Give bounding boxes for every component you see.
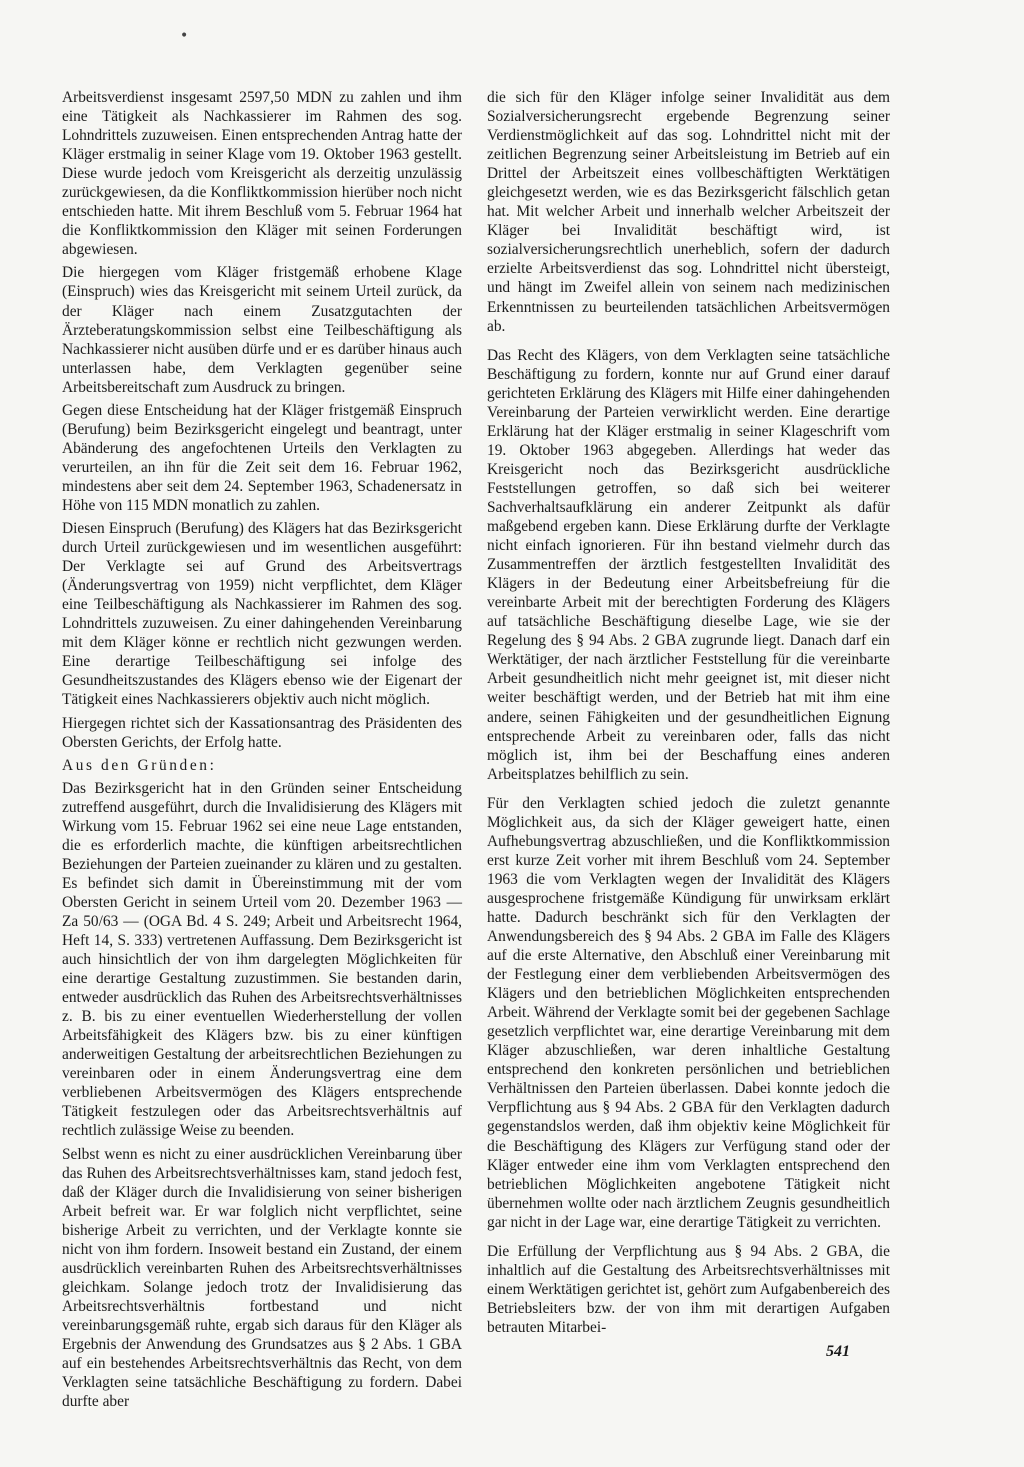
right-column	[487, 88, 890, 1341]
paragraph: Für den Verklagten schied jedoch die zuletzt genannte Möglichkeit aus, da sich der Kläger geweigert hatte, einen Aufhebungsvertrag abzuschließen, und die Konfliktkommission erst kurze Zeit vorher mit ihrem Beschluß vom 24. September 1963 die vom Verklagten wegen der Invalidität des Klägers ausgesprochene fristgemäße Kündigung für unwirksam erklärt hatte. Dadurch beschränkt sich für den Verklagten der Anwendungsbereich des § 94 Abs. 2 GBA im Falle des Klägers auf die erste Alternative, den Abschluß einer Vereinbarung mit der Festlegung einer dem verbliebenden Arbeitsvermögen des Klägers und den betrieblichen Möglichkeiten entsprechenden Arbeit. Während der Verklagte somit bei der gegebenen Sachlage gesetzlich verpflichtet war, eine derartige Vereinbarung mit dem Kläger abzuschließen, war deren inhaltliche Gestaltung entsprechend den konkreten persönlichen und betrieblichen Verhältnissen den Parteien überlassen. Dabei konnte jedoch die Verpflichtung aus § 94 Abs. 2 GBA für den Verklagten dadurch gegenstandslos werden, daß ihm objektiv keine Möglichkeit für die Beschäftigung des Klägers zur Verfügung stand oder der Kläger entweder eine ihm vom Verklagten entsprechend den betrieblichen Möglichkeiten angebotene Tätigkeit nicht übernehmen wollte oder nach ärztlichem Zeugnis gesundheitlich gar nicht in der Lage war, eine derartige Tätigkeit zu verrichten.	[487, 794, 890, 1231]
section-heading: Aus den Gründen:	[62, 756, 217, 774]
paragraph: Selbst wenn es nicht zu einer ausdrücklichen Vereinbarung über das Ruhen des Arbeitsrechtsverhältnisses kam, stand jedoch fest, daß der Kläger durch die Invalidisierung von seiner bisherigen Arbeit befreit war. Er war folglich nicht verpflichtet, seine bisherige Arbeit zu verrichten, und der Verklagte konnte sie nicht von ihm fordern. Insoweit bestand ein Zustand, der einem ausdrücklich vereinbarten Ruhen des Arbeitsrechtsverhältnisses gleichkam. Solange jedoch trotz der Invalidisierung das Arbeitsrechtsverhältnis fortbestand und nicht vereinbarungsgemäß ruhte, ergab sich daraus für den Kläger als Ergebnis der Anwendung des Grundsatzes aus § 2 Abs. 1 GBA auf ein bestehendes Arbeitsrechtsverhältnis das Recht, von dem Verklagten seine tatsächliche Beschäftigung zu fordern. Dabei durfte aber	[62, 1145, 462, 1411]
left-column	[62, 88, 462, 1415]
paragraph: Gegen diese Entscheidung hat der Kläger fristgemäß Einspruch (Berufung) beim Bezirksgericht eingelegt und beantragt, unter Abänderung des angefochtenen Urteils den Verklagten zu verurteilen, an ihn für die Zeit seit dem 16. Februar 1962, mindestens aber seit dem 24. September 1963, Schadenersatz in Höhe von 115 MDN monatlich zu zahlen.	[62, 401, 462, 514]
page-number: 541	[826, 1343, 850, 1360]
paragraph: Das Bezirksgericht hat in den Gründen seiner Entscheidung zutreffend ausgeführt, durch die Invalidisierung des Klägers mit Wirkung vom 15. Februar 1962 sei eine neue Lage entstanden, die es erforderlich machte, die künftigen arbeitsrechtlichen Beziehungen der Parteien zueinander zu klären und zu gestalten. Es befindet sich damit in Übereinstimmung mit der vom Obersten Gericht in seinem Urteil vom 20. Dezember 1963 — Za 50/63 — (OGA Bd. 4 S. 249; Arbeit und Arbeitsrecht 1964, Heft 14, S. 333) vertretenen Auffassung. Dem Bezirksgericht ist auch hinsichtlich der von ihm dargelegten Möglichkeiten für eine derartige Gestaltung zuzustimmen. Sie bestanden darin, entweder ausdrücklich das Ruhen des Arbeitsrechtsverhältnisses z. B. bis zu einer eventuellen Wiederherstellung der vollen Arbeitsfähigkeit des Klägers bzw. bis zu einer künftigen anderweitigen Gestaltung der arbeitsrechtlichen Beziehungen zu vereinbaren oder in einem Änderungsvertrag eine dem verbliebenen Arbeitsvermögen des Klägers entsprechende Tätigkeit festzulegen oder das Arbeitsrechtsverhältnis auf rechtlich zulässige Weise zu beenden.	[62, 779, 462, 1140]
paragraph: Die hiergegen vom Kläger fristgemäß erhobene Klage (Einspruch) wies das Kreisgericht mit seinem Urteil zurück, da der Kläger nach einem Zusatzgutachten der Ärzteberatungskommission selbst eine Teilbeschäftigung als Nachkassierer nicht ausüben dürfe und er es darüber hinaus auch unterlassen habe, dem Verklagten gegenüber seine Arbeitsbereitschaft zum Ausdruck zu bringen.	[62, 264, 462, 396]
stray-mark: •	[180, 28, 189, 44]
paragraph: Diesen Einspruch (Berufung) des Klägers hat das Bezirksgericht durch Urteil zurückgewiesen und im wesentlichen ausgeführt: Der Verklagte sei auf Grund des Arbeitsvertrags (Änderungsvertrag von 1959) nicht verpflichtet, dem Kläger eine Teilbeschäftigung als Nachkassierer im Rahmen des sog. Lohndrittels zuzuweisen. Zu einer dahingehenden Vereinbarung mit dem Kläger könne er rechtlich nicht gezwungen werden. Eine derartige Teilbeschäftigung sei infolge des Gesundheitszustandes des Klägers ebenso wie der Eigenart der Tätigkeit eines Nachkassierers objektiv auch nicht möglich.	[62, 520, 462, 709]
paragraph: Das Recht des Klägers, von dem Verklagten seine tatsächliche Beschäftigung zu fordern, konnte nur auf Grund einer darauf gerichteten Erklärung des Klägers mit Hilfe einer dahingehenden Vereinbarung der Parteien verwirklicht werden. Eine derartige Erklärung hat der Kläger erstmalig in seiner Klageschrift vom 19. Oktober 1963 abgegeben. Allerdings hat weder das Kreisgericht noch das Bezirksgericht ausdrückliche Feststellungen getroffen, so daß sich bei weiterer Sachverhaltsaufklärung ein anderer Zeitpunkt als dafür maßgebend ergeben kann. Diese Erklärung durfte der Verklagte nicht einfach ignorieren. Für ihn bestand vielmehr durch das Zusammentreffen der ärztlich festgestellten Invalidität des Klägers in der Bedeutung einer Arbeitsbefreiung für die vereinbarte Arbeit mit der berechtigten Forderung des Klägers auf tatsächliche Beschäftigung dieselbe Lage, wie sie der Regelung des § 94 Abs. 2 GBA zugrunde liegt. Danach darf ein Werktätiger, der nach ärztlicher Feststellung für die vereinbarte Arbeit gesundheitlich nicht mehr geeignet ist, mit dieser nicht weiter beschäftigt werden, und der Betrieb hat mit ihm eine andere, seinen Fähigkeiten und der gesundheitlichen Eignung entsprechende Arbeit zu vereinbaren oder, falls das nicht möglich ist, ihm bei der Beschaffung eines anderen Arbeitsplatzes behilflich zu sein.	[487, 346, 890, 783]
paragraph: Die Erfüllung der Verpflichtung aus § 94 Abs. 2 GBA, die inhaltlich auf die Gestaltung des Arbeitsrechtsverhältnisses mit einem Werktätigen gerichtet ist, gehört zum Aufgabenbereich des Betriebsleiters bzw. der von ihm mit derartigen Aufgaben betrauten Mitarbei-	[487, 1242, 890, 1336]
paragraph: die sich für den Kläger infolge seiner Invalidität aus dem Sozialversicherungsrecht ergebende Begrenzung seiner Verdienstmöglichkeit auf das sog. Lohndrittel nicht mit der zeitlichen Begrenzung seiner Arbeitsleistung im Betrieb auf ein Drittel der Arbeitszeit eines vollbeschäftigten Werktätigen gleichgesetzt werden, wie es das Bezirksgericht fälschlich getan hat. Mit welcher Arbeit und innerhalb welcher Arbeitszeit der Kläger bei Invalidität beschäftigt wird, ist sozialversicherungsrechtlich unerheblich, sofern der dadurch erzielte Arbeitsverdienst das sog. Lohndrittel nicht übersteigt, und hängt im Zweifel allein von seinem nach medizinischen Erkenntnissen zu beurteilenden tatsächlichen Arbeitsvermögen ab.	[487, 89, 890, 335]
paragraph: Hiergegen richtet sich der Kassationsantrag des Präsidenten des Obersten Gerichts, der Erfolg hatte.	[62, 714, 462, 751]
paragraph: Arbeitsverdienst insgesamt 2597,50 MDN zu zahlen und ihm eine Tätigkeit als Nachkassierer im Rahmen des sog. Lohndrittels zuzuweisen. Einen entsprechenden Antrag hatte der Kläger erstmalig in seiner Klage vom 19. Oktober 1963 gestellt. Diese wurde jedoch vom Kreisgericht als derzeitig unzulässig zurückgewiesen, da die Konfliktkommission hierüber noch nicht entschieden hatte. Mit ihrem Beschluß vom 5. Februar 1964 hat die Konfliktkommission den Kläger mit seinen Forderungen abgewiesen.	[62, 89, 462, 259]
